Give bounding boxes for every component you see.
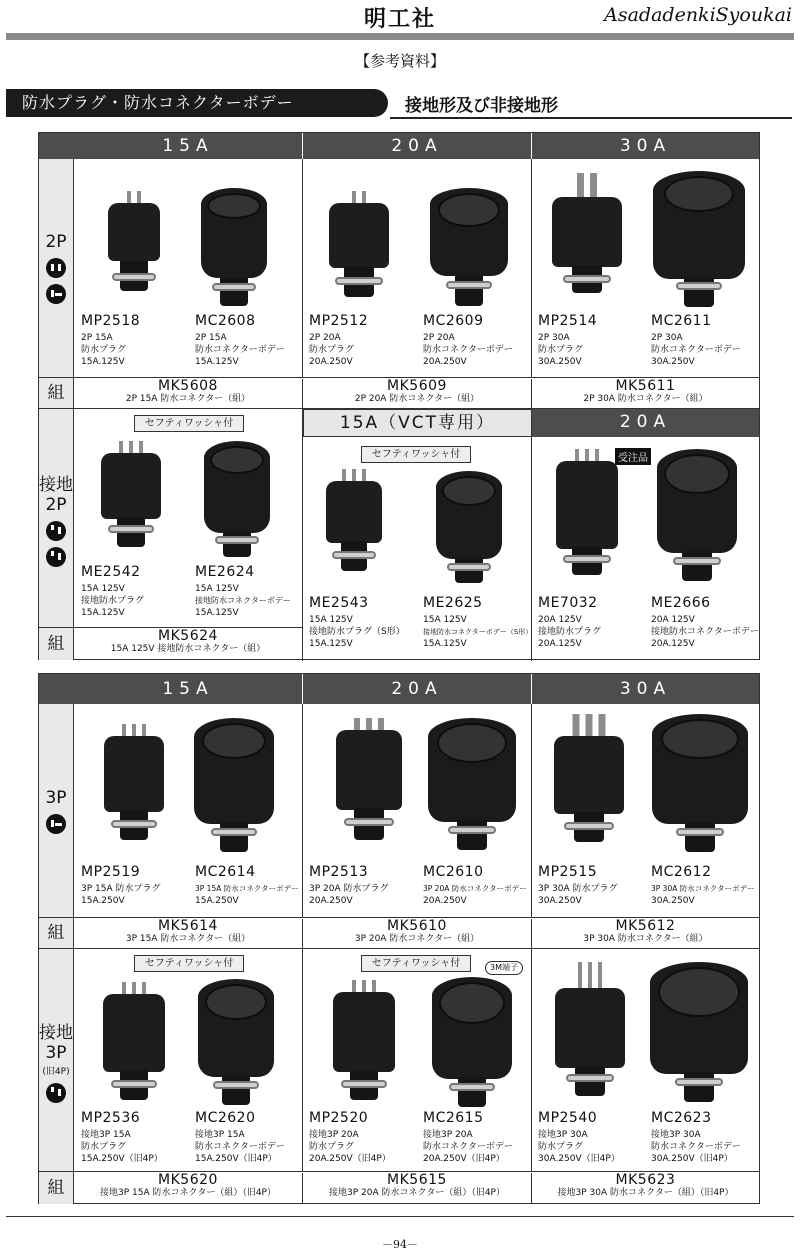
product-me2543: ME2543 15A 125V 接地防水プラグ（S形） 15A.125V (309, 595, 405, 649)
connector-photo (647, 714, 752, 859)
set-mk5624: MK5624 15A 125V 接地防水コネクター（組） (74, 629, 303, 660)
column-header-15a: 15A (74, 674, 303, 704)
connector-photo (647, 449, 747, 589)
product-mp2514: MP2514 2P 30A 防水プラグ 30A.250V (538, 313, 598, 367)
connector-photo (197, 441, 277, 561)
set-mk5611: MK5611 2P 30A 防水コネクター（組） (583, 378, 708, 404)
outlet-3p-icon (46, 814, 66, 834)
outlet-grounded-alt-icon (46, 547, 66, 567)
product-me7032: ME7032 20A 125V 接地防水プラグ 20A.125V (538, 595, 602, 649)
reference-label: 【参考資料】 (354, 52, 445, 70)
brand-name: AsadadenkiSyoukai (604, 4, 792, 26)
connector-photo (422, 718, 522, 858)
row-label-grounded-2p: 接地 2P (39, 409, 74, 627)
safety-washer-tag: セフティワッシャ付 (134, 955, 244, 972)
connector-photo (191, 979, 281, 1114)
column-header-20a-grounded: 20A (532, 409, 759, 437)
section-underline (390, 117, 792, 119)
product-mp2513: MP2513 3P 20A 防水プラグ 20A.250V (309, 864, 389, 906)
connector-photo (424, 977, 519, 1117)
product-me2542: ME2542 15A 125V 接地防水プラグ 15A.125V (81, 564, 145, 618)
plug-photo (544, 173, 629, 313)
plug-photo (544, 714, 634, 859)
plug-photo (319, 191, 399, 311)
product-mp2512: MP2512 2P 20A 防水プラグ 20A.250V (309, 313, 369, 367)
page-number: －94－ (382, 1238, 418, 1251)
safety-washer-tag: セフティワッシャ付 (361, 446, 471, 463)
footer-rule (6, 1216, 794, 1217)
plug-photo (545, 962, 635, 1112)
product-mc2612: MC2612 3P 30A 防水コネクターボデー 30A.250V (651, 864, 755, 906)
plug-photo (319, 469, 389, 587)
connector-photo (649, 171, 749, 313)
product-mp2519: MP2519 3P 15A 防水プラグ 15A.250V (81, 864, 161, 906)
connector-photo (189, 718, 279, 858)
set-mk5615: MK5615 接地3P 20A 防水コネクター（組）（旧4P） (303, 1173, 532, 1204)
plug-photo (99, 191, 169, 311)
product-mc2610: MC2610 3P 20A 防水コネクターボデー 20A.250V (423, 864, 527, 906)
section-pill: 防水プラグ・防水コネクターボデー (6, 89, 388, 117)
section-title: 接地形及び非接地形 (405, 96, 558, 116)
safety-washer-tag: セフティワッシャ付 (361, 955, 471, 972)
product-me2624: ME2624 15A 125V 接地防水コネクターボデー 15A.125V (195, 564, 291, 618)
connector-photo (424, 188, 514, 313)
set-mk5610: MK5610 3P 20A 防水コネクター（組） (303, 919, 532, 948)
product-mp2518: MP2518 2P 15A 防水プラグ 15A.125V (81, 313, 141, 367)
set-mk5620: MK5620 接地3P 15A 防水コネクター（組）（旧4P） (74, 1173, 303, 1204)
set-mk5612: MK5612 3P 30A 防水コネクター（組） (583, 918, 708, 944)
made-to-order-tag: 受注品 (615, 448, 651, 465)
column-header-15a-vct: 15A（VCT専用） (303, 409, 532, 437)
outlet-grounded-3p-icon (46, 1083, 66, 1103)
safety-washer-tag: セフティワッシャ付 (134, 415, 244, 432)
set-label: 組 (39, 1172, 74, 1204)
header-rule (6, 33, 794, 40)
column-header-30a: 30A (532, 133, 759, 159)
set-mk5614: MK5614 3P 15A 防水コネクター（組） (74, 919, 303, 948)
product-mc2614: MC2614 3P 15A 防水コネクターボデー 15A.250V (195, 864, 299, 906)
column-header-30a: 30A (532, 674, 759, 704)
terminal-tag: 3M端子 (485, 961, 523, 975)
column-header-20a: 20A (303, 133, 532, 159)
row-label-grounded-3p: 接地 3P (旧4P) (39, 949, 74, 1171)
row-label-3p: 3P (39, 704, 74, 917)
product-mc2623: MC2623 接地3P 30A 防水コネクターボデー 30A.250V（旧4P） (651, 1110, 741, 1164)
product-mp2520: MP2520 接地3P 20A 防水プラグ 20A.250V（旧4P） (309, 1110, 391, 1164)
connector-photo (645, 962, 753, 1112)
product-mc2608: MC2608 2P 15A 防水コネクターボデー 15A.125V (195, 313, 285, 367)
outlet-grounded-icon (46, 521, 66, 541)
product-mc2615: MC2615 接地3P 20A 防水コネクターボデー 20A.250V（旧4P） (423, 1110, 513, 1164)
row-label-2p: 2P (39, 159, 74, 377)
connector-photo (429, 471, 509, 589)
plug-photo (91, 441, 171, 561)
product-mc2620: MC2620 接地3P 15A 防水コネクターボデー 15A.250V（旧4P） (195, 1110, 285, 1164)
product-me2625: ME2625 15A 125V 接地防水コネクターボデー（S形） 15A.125V (423, 595, 533, 649)
column-header-15a: 15A (74, 133, 303, 159)
connector-photo (194, 188, 274, 313)
product-mc2609: MC2609 2P 20A 防水コネクターボデー 20A.250V (423, 313, 513, 367)
outlet-2p-l-icon (46, 284, 66, 304)
set-label: 組 (39, 628, 74, 660)
set-label: 組 (39, 918, 74, 948)
plug-photo (94, 724, 174, 854)
plug-photo (547, 449, 627, 589)
product-mp2515: MP2515 3P 30A 防水プラグ 30A.250V (538, 864, 618, 906)
set-label: 組 (39, 378, 74, 408)
product-mp2540: MP2540 接地3P 30A 防水プラグ 30A.250V（旧4P） (538, 1110, 620, 1164)
product-mc2611: MC2611 2P 30A 防水コネクターボデー 30A.250V (651, 313, 741, 367)
set-mk5608: MK5608 2P 15A 防水コネクター（組） (74, 379, 303, 408)
outlet-2p-icon (46, 258, 66, 278)
plug-photo (324, 980, 404, 1115)
product-me2666: ME2666 20A 125V 接地防水コネクターボデー 20A.125V (651, 595, 759, 649)
set-mk5609: MK5609 2P 20A 防水コネクター（組） (303, 379, 532, 408)
table-block-1 (38, 132, 760, 660)
company-name: 明工社 (363, 7, 436, 32)
set-mk5623: MK5623 接地3P 30A 防水コネクター（組）（旧4P） (557, 1172, 734, 1198)
table-block-2 (38, 673, 760, 1204)
column-header-20a: 20A (303, 674, 532, 704)
product-mp2536: MP2536 接地3P 15A 防水プラグ 15A.250V（旧4P） (81, 1110, 163, 1164)
plug-photo (94, 982, 174, 1112)
plug-photo (324, 718, 414, 858)
